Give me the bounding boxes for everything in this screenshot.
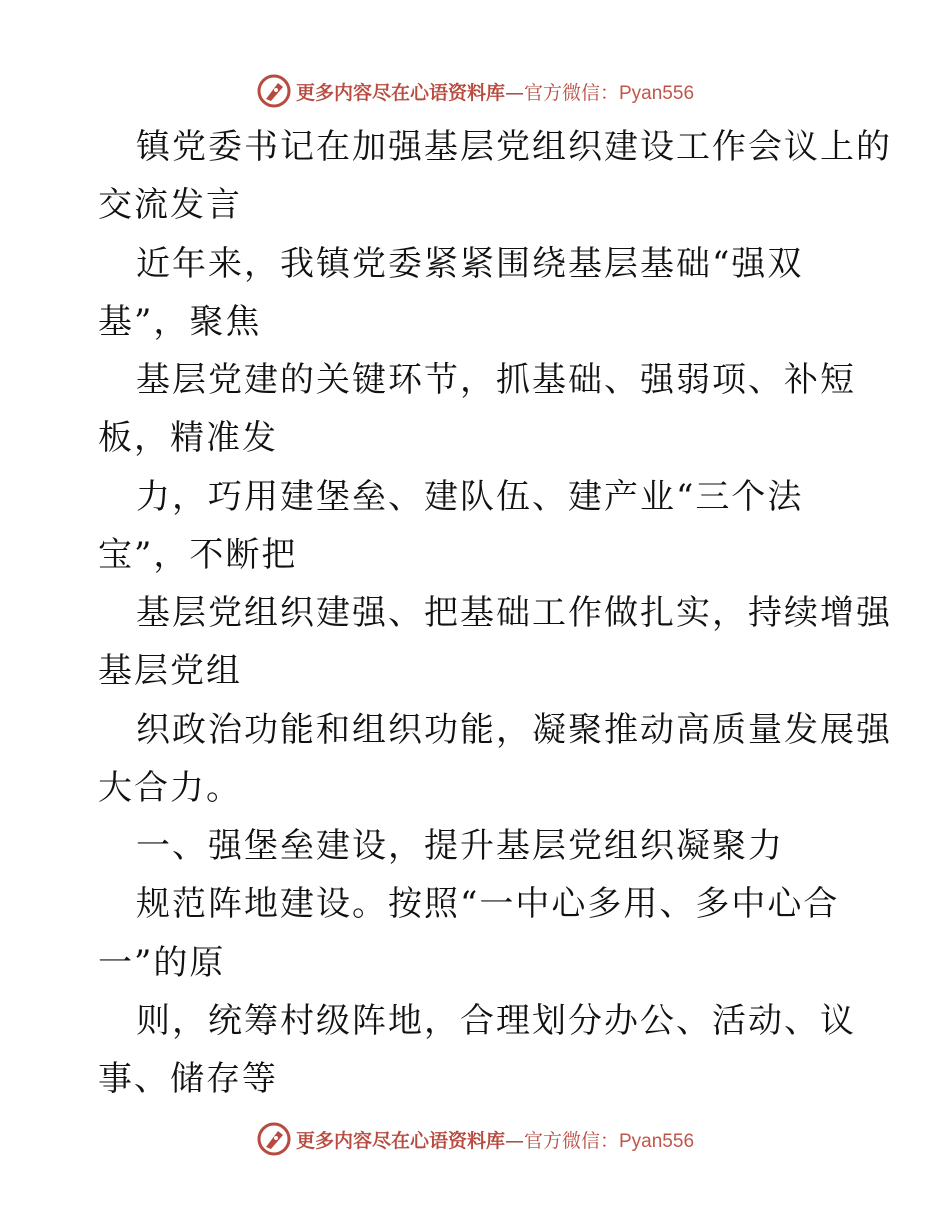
doc-line: 事、储存等 (98, 1059, 278, 1099)
header-watermark (0, 71, 950, 111)
watermark-text (296, 1126, 694, 1153)
doc-line: 大合力。 (98, 768, 242, 808)
watermark-main: 更多内容尽在心语资料库 (295, 1129, 505, 1152)
watermark-official: 官方微信： (523, 81, 619, 104)
doc-line: 宝”，不断把 (98, 535, 298, 575)
pen-nib-seal-icon (256, 73, 292, 109)
doc-line: 基层党组 (98, 651, 242, 691)
doc-line: 力，巧用建堡垒、建队伍、建产业“三个法 (136, 477, 804, 517)
doc-line: 织政治功能和组织功能，凝聚推动高质量发展强 (136, 710, 892, 750)
doc-line: 基层党组织建强、把基础工作做扎实，持续增强 (136, 593, 892, 633)
doc-line: 基”，聚焦 (98, 302, 262, 342)
watermark-account: Pyan556 (619, 82, 695, 104)
pen-nib-seal-icon (256, 1121, 292, 1157)
doc-line: 规范阵地建设。按照“一中心多用、多中心合 (136, 884, 840, 924)
doc-line: 镇党委书记在加强基层党组织建设工作会议上的 (136, 127, 892, 167)
watermark-separator: — (504, 81, 524, 104)
doc-line: 交流发言 (98, 185, 242, 225)
watermark-main: 更多内容尽在心语资料库 (295, 81, 505, 104)
watermark-separator: — (504, 1129, 524, 1152)
section-heading: 一、强堡垒建设，提升基层党组织凝聚力 (136, 826, 784, 866)
doc-line: 一”的原 (98, 943, 226, 983)
footer-watermark (0, 1119, 950, 1159)
watermark-account: Pyan556 (619, 1130, 695, 1152)
watermark-text (296, 78, 694, 105)
doc-line: 近年来，我镇党委紧紧围绕基层基础“强双 (136, 244, 804, 284)
doc-line: 基层党建的关键环节，抓基础、强弱项、补短 (136, 360, 856, 400)
doc-line: 则，统筹村级阵地，合理划分办公、活动、议 (136, 1001, 856, 1041)
watermark-official: 官方微信： (523, 1129, 619, 1152)
doc-line: 板，精准发 (98, 418, 278, 458)
